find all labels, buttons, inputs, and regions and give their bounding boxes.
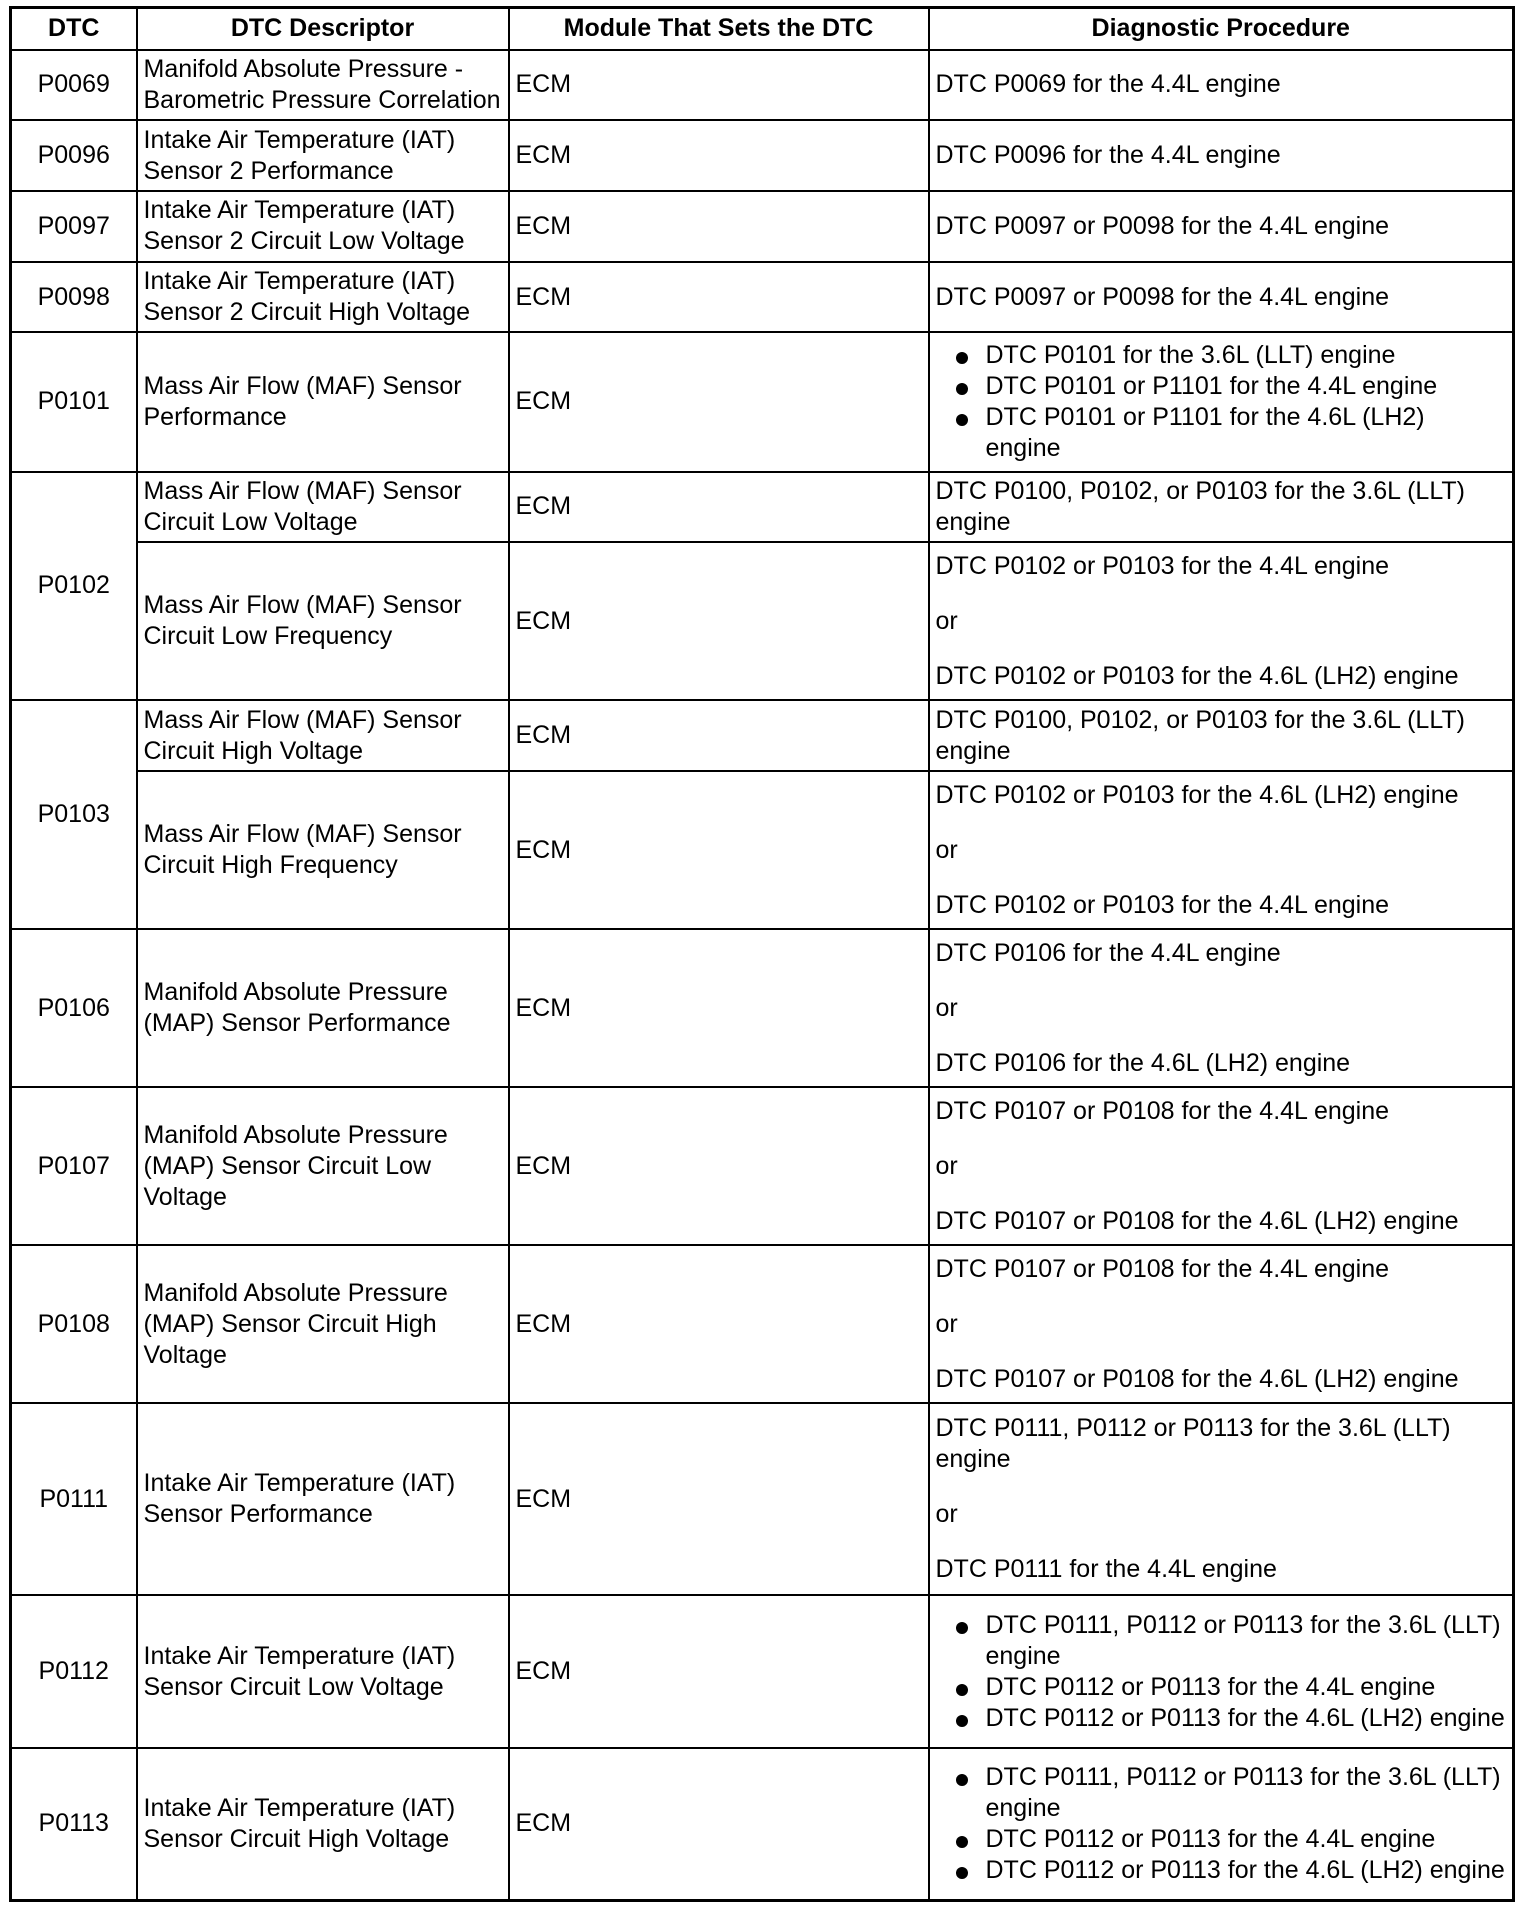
diagnostic-procedure-cell (929, 700, 1514, 771)
module-cell: ECM (509, 50, 929, 121)
procedure-bullet-list (936, 1762, 1507, 1886)
dtc-code-cell: P0103 (11, 700, 137, 929)
procedure-text: or (935, 993, 958, 1022)
table-row (11, 1087, 1514, 1245)
procedure-text: DTC P0097 or P0098 for the 4.4L engine (935, 282, 1390, 311)
module-cell: ECM (509, 191, 929, 262)
module-cell: ECM (509, 542, 929, 700)
table-row (11, 50, 1514, 121)
procedure-text: or (935, 1500, 958, 1529)
dtc-code-cell: P0096 (11, 120, 137, 191)
procedure-bullet-item: DTC P0112 or P0113 for the 4.4L engine (936, 1672, 1507, 1703)
dtc-descriptor-cell: Intake Air Temperature (IAT) Sensor Performance (137, 1403, 509, 1595)
module-cell: ECM (509, 1595, 929, 1748)
dtc-table (9, 6, 1515, 1902)
table-row (11, 542, 1514, 700)
procedure-text: DTC P0100, P0102, or P0103 for the 3.6L (LLT) engine (935, 705, 1465, 765)
procedure-bullet-item: DTC P0111, P0112 or P0113 for the 3.6L (LLT) engine (936, 1762, 1507, 1824)
procedure-text: DTC P0102 or P0103 for the 4.4L engine (935, 551, 1390, 580)
procedure-bullet-item: DTC P0101 or P1101 for the 4.6L (LH2) engine (936, 402, 1507, 464)
module-cell: ECM (509, 472, 929, 543)
dtc-descriptor-cell: Manifold Absolute Pressure (MAP) Sensor Circuit High Voltage (137, 1245, 509, 1403)
procedure-bullet-item: DTC P0112 or P0113 for the 4.6L (LH2) engine (936, 1855, 1507, 1886)
dtc-code-cell: P0098 (11, 262, 137, 333)
header-row (11, 8, 1514, 50)
dtc-descriptor-cell: Intake Air Temperature (IAT) Sensor 2 Circuit High Voltage (137, 262, 509, 333)
procedure-bullet-item: DTC P0112 or P0113 for the 4.4L engine (936, 1824, 1507, 1855)
procedure-text: DTC P0097 or P0098 for the 4.4L engine (935, 211, 1390, 240)
dtc-descriptor-cell: Mass Air Flow (MAF) Sensor Performance (137, 332, 509, 471)
dtc-code-cell: P0102 (11, 472, 137, 701)
procedure-bullet-item: DTC P0101 or P1101 for the 4.4L engine (936, 371, 1507, 402)
procedure-text: DTC P0107 or P0108 for the 4.6L (LH2) engine (935, 1206, 1459, 1235)
procedure-text: DTC P0111, P0112 or P0113 for the 3.6L (LLT) engine (935, 1414, 1451, 1474)
procedure-bullet-item: DTC P0111, P0112 or P0113 for the 3.6L (LLT) engine (936, 1610, 1507, 1672)
header-dtc: DTC (11, 8, 137, 50)
diagnostic-procedure-cell (929, 1245, 1514, 1403)
dtc-code-cell: P0069 (11, 50, 137, 121)
procedure-text: DTC P0102 or P0103 for the 4.6L (LH2) engine (935, 661, 1459, 690)
dtc-code-cell: P0113 (11, 1748, 137, 1901)
procedure-text: DTC P0106 for the 4.6L (LH2) engine (935, 1048, 1351, 1077)
table-row (11, 472, 1514, 543)
procedure-text: or (935, 1309, 958, 1338)
header-descriptor: DTC Descriptor (137, 8, 509, 50)
procedure-text: DTC P0107 or P0108 for the 4.4L engine (935, 1096, 1390, 1125)
header-procedure: Diagnostic Procedure (929, 8, 1514, 50)
procedure-text: DTC P0102 or P0103 for the 4.4L engine (935, 890, 1390, 919)
table-row (11, 332, 1514, 471)
procedure-text: DTC P0107 or P0108 for the 4.6L (LH2) engine (935, 1364, 1459, 1393)
procedure-bullet-list (936, 1610, 1507, 1734)
module-cell: ECM (509, 771, 929, 929)
table-row (11, 191, 1514, 262)
module-cell: ECM (509, 1403, 929, 1595)
procedure-bullet-list (936, 340, 1507, 464)
table-row (11, 1403, 1514, 1595)
procedure-text: or (935, 1151, 958, 1180)
dtc-descriptor-cell: Manifold Absolute Pressure (MAP) Sensor Performance (137, 929, 509, 1087)
table-row (11, 1748, 1514, 1901)
dtc-code-cell: P0106 (11, 929, 137, 1087)
diagnostic-procedure-cell (929, 771, 1514, 929)
dtc-code-cell: P0112 (11, 1595, 137, 1748)
module-cell: ECM (509, 1245, 929, 1403)
diagnostic-procedure-cell (929, 1403, 1514, 1595)
procedure-bullet-item: DTC P0112 or P0113 for the 4.6L (LH2) engine (936, 1703, 1507, 1734)
dtc-descriptor-cell: Manifold Absolute Pressure (MAP) Sensor Circuit Low Voltage (137, 1087, 509, 1245)
module-cell: ECM (509, 120, 929, 191)
table-row (11, 120, 1514, 191)
diagnostic-procedure-cell (929, 1087, 1514, 1245)
module-cell: ECM (509, 929, 929, 1087)
dtc-descriptor-cell: Mass Air Flow (MAF) Sensor Circuit Low Frequency (137, 542, 509, 700)
diagnostic-procedure-cell (929, 472, 1514, 543)
table-row (11, 262, 1514, 333)
table-row (11, 700, 1514, 771)
diagnostic-procedure-cell (929, 50, 1514, 121)
dtc-descriptor-cell: Mass Air Flow (MAF) Sensor Circuit Low Voltage (137, 472, 509, 543)
dtc-code-cell: P0108 (11, 1245, 137, 1403)
header-module: Module That Sets the DTC (509, 8, 929, 50)
diagnostic-procedure-cell (929, 262, 1514, 333)
procedure-bullet-item: DTC P0101 for the 3.6L (LLT) engine (936, 340, 1507, 371)
table-row (11, 1245, 1514, 1403)
dtc-descriptor-cell: Intake Air Temperature (IAT) Sensor 2 Circuit Low Voltage (137, 191, 509, 262)
dtc-code-cell: P0097 (11, 191, 137, 262)
diagnostic-procedure-cell (929, 332, 1514, 471)
dtc-descriptor-cell: Intake Air Temperature (IAT) Sensor Circuit High Voltage (137, 1748, 509, 1901)
procedure-text: DTC P0069 for the 4.4L engine (935, 70, 1281, 99)
procedure-text: DTC P0096 for the 4.4L engine (935, 141, 1281, 170)
diagnostic-procedure-cell (929, 1595, 1514, 1748)
dtc-code-cell: P0101 (11, 332, 137, 471)
procedure-text: DTC P0106 for the 4.4L engine (935, 938, 1281, 967)
diagnostic-procedure-cell (929, 191, 1514, 262)
table-row (11, 771, 1514, 929)
module-cell: ECM (509, 262, 929, 333)
procedure-text: or (935, 835, 958, 864)
module-cell: ECM (509, 332, 929, 471)
diagnostic-procedure-cell (929, 542, 1514, 700)
module-cell: ECM (509, 1748, 929, 1901)
dtc-code-cell: P0111 (11, 1403, 137, 1595)
dtc-code-cell: P0107 (11, 1087, 137, 1245)
table-body (11, 50, 1514, 1901)
diagnostic-procedure-cell (929, 1748, 1514, 1901)
table-row (11, 929, 1514, 1087)
procedure-text: DTC P0100, P0102, or P0103 for the 3.6L (LLT) engine (935, 476, 1465, 536)
table-row (11, 1595, 1514, 1748)
dtc-descriptor-cell: Intake Air Temperature (IAT) Sensor Circuit Low Voltage (137, 1595, 509, 1748)
dtc-descriptor-cell: Mass Air Flow (MAF) Sensor Circuit High Voltage (137, 700, 509, 771)
module-cell: ECM (509, 700, 929, 771)
procedure-text: DTC P0102 or P0103 for the 4.6L (LH2) engine (935, 780, 1459, 809)
dtc-descriptor-cell: Mass Air Flow (MAF) Sensor Circuit High Frequency (137, 771, 509, 929)
dtc-descriptor-cell: Manifold Absolute Pressure - Barometric Pressure Correlation (137, 50, 509, 121)
procedure-text: DTC P0111 for the 4.4L engine (935, 1555, 1277, 1584)
diagnostic-procedure-cell (929, 120, 1514, 191)
module-cell: ECM (509, 1087, 929, 1245)
procedure-text: or (935, 606, 958, 635)
procedure-text: DTC P0107 or P0108 for the 4.4L engine (935, 1254, 1390, 1283)
dtc-descriptor-cell: Intake Air Temperature (IAT) Sensor 2 Performance (137, 120, 509, 191)
diagnostic-procedure-cell (929, 929, 1514, 1087)
